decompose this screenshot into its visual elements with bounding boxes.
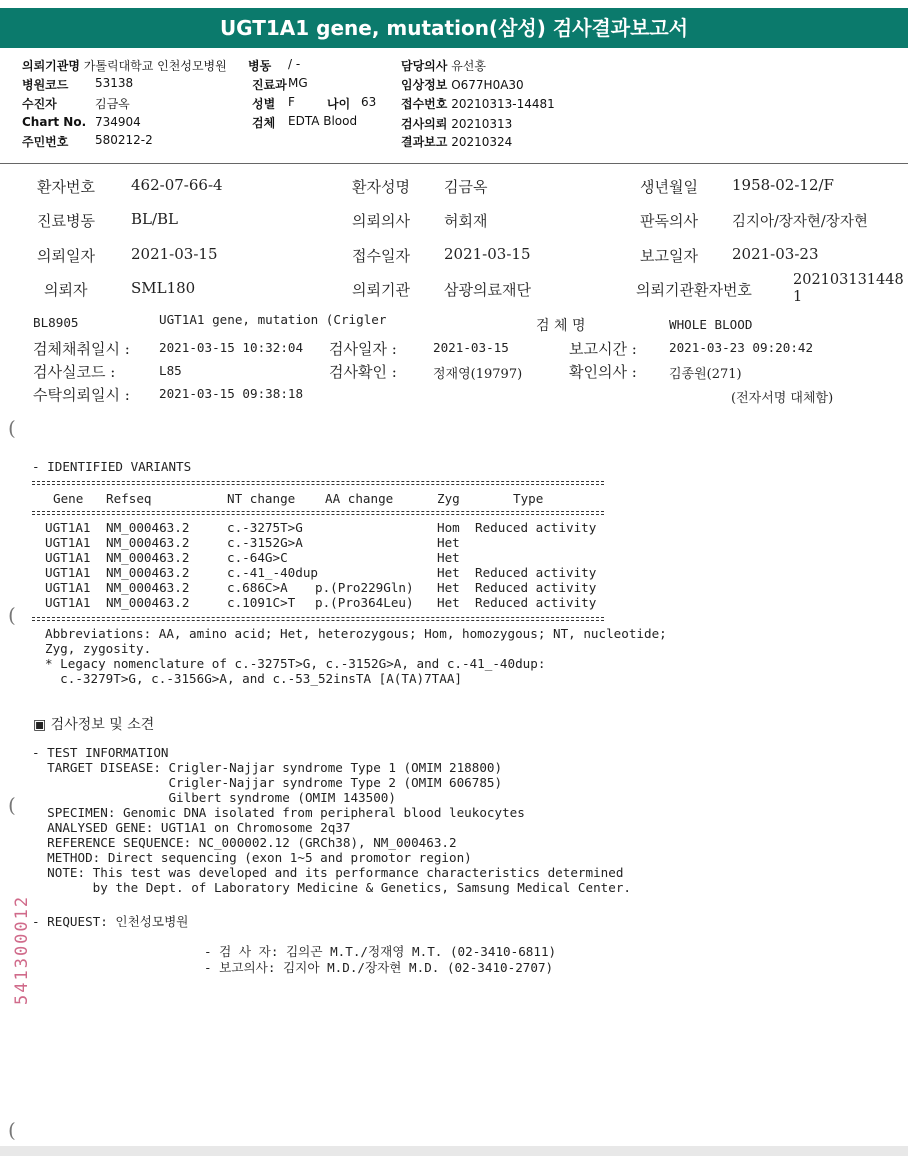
- value-consign-time: 2021-03-15 09:38:18: [159, 386, 304, 401]
- col-nt-change: NT change: [227, 491, 296, 506]
- col-zyg: Zyg: [437, 491, 460, 506]
- variant-cell: NM_000463.2: [106, 550, 190, 565]
- variant-cell: UGT1A1: [45, 550, 91, 565]
- value-patient-no: 462-07-66-4: [131, 176, 223, 194]
- value-recv-date: 2021-03-15: [444, 245, 531, 263]
- value-ward: BL/BL: [131, 210, 179, 228]
- divider: [32, 514, 604, 515]
- header-row: 검사의뢰 20210313: [401, 117, 513, 131]
- value-req-date: 2021-03-15: [131, 245, 218, 263]
- label-consign-time: 수탁의뢰일시 :: [33, 386, 130, 404]
- variant-cell: NM_000463.2: [106, 580, 190, 595]
- variant-cell: Reduced activity: [475, 565, 597, 580]
- label-patient-no: 환자번호: [37, 178, 95, 196]
- variant-cell: c.-64G>C: [227, 550, 288, 565]
- header-value: MG: [288, 76, 308, 90]
- variant-cell: p.(Pro364Leu): [315, 595, 414, 610]
- variant-cell: c.1091C>T: [227, 595, 296, 610]
- header-row: 병원코드: [22, 78, 69, 92]
- header-value: / -: [288, 57, 301, 71]
- variant-cell: Het: [437, 580, 460, 595]
- header-value: 734904: [95, 115, 141, 129]
- label-recv-date: 접수일자: [352, 247, 410, 265]
- header-row: 검체: [252, 116, 276, 130]
- punch-mark: (: [8, 1118, 16, 1142]
- divider: [32, 617, 604, 618]
- test-info-line: ANALYSED GENE: UGT1A1 on Chromosome 2q37: [32, 820, 351, 835]
- signer-doctor: - 보고의사: 김지아 M.D./장자현 M.D. (02-3410-2707): [204, 960, 554, 975]
- header-row: 의뢰기관명 가톨릭대학교 인천성모병원: [22, 59, 227, 73]
- punch-mark: (: [8, 603, 16, 627]
- header-row: 담당의사 유선홍: [401, 59, 486, 73]
- esign-note: (전자서명 대체함): [731, 391, 834, 406]
- variant-cell: NM_000463.2: [106, 535, 190, 550]
- test-info-line: Crigler-Najjar syndrome Type 2 (OMIM 606785): [32, 775, 503, 790]
- header-row: 접수번호 20210313-14481: [401, 97, 555, 111]
- legacy-note: * Legacy nomenclature of c.-3275T>G, c.-3152G>A, and c.-41_-40dup:: [45, 656, 546, 671]
- request-line: - REQUEST: 인천성모병원: [32, 914, 189, 929]
- header-row: 주민번호: [22, 135, 69, 149]
- side-barcode-number: 541300012: [12, 894, 32, 1005]
- variant-cell: Hom: [437, 520, 460, 535]
- punch-mark: (: [8, 793, 16, 817]
- variant-cell: UGT1A1: [45, 520, 91, 535]
- label-test-confirm: 검사확인 :: [329, 363, 397, 381]
- value-req-doctor: 허회재: [444, 212, 488, 230]
- value-test-confirm: 정재영(19797): [433, 367, 523, 382]
- col-gene: Gene: [53, 491, 84, 506]
- value-inst-patient-no-cont: 1: [793, 289, 803, 305]
- abbrev-note: Zyg, zygosity.: [45, 641, 152, 656]
- variant-cell: Het: [437, 565, 460, 580]
- label-requester: 의뢰자: [44, 281, 88, 299]
- label-specimen: 검 체 명: [536, 318, 586, 334]
- variant-cell: NM_000463.2: [106, 520, 190, 535]
- label-lab-code: 검사실코드 :: [33, 363, 116, 381]
- value-read-doctor: 김지아/장자현/장자현: [732, 214, 868, 230]
- header-row: Chart No.: [22, 115, 87, 129]
- value-requester: SML180: [131, 279, 196, 297]
- variant-cell: Reduced activity: [475, 520, 597, 535]
- header-row: 결과보고 20210324: [401, 135, 513, 149]
- legacy-note: c.-3279T>G, c.-3156G>A, and c.-53_52insTA [A(TA)7TAA]: [45, 671, 463, 686]
- label-read-doctor: 판독의사: [640, 212, 698, 230]
- variant-cell: NM_000463.2: [106, 595, 190, 610]
- label-test-date: 검사일자 :: [329, 340, 397, 358]
- divider: [32, 481, 604, 482]
- age-label: 나이: [327, 97, 351, 111]
- test-info-line: SPECIMEN: Genomic DNA isolated from peripheral blood leukocytes: [32, 805, 525, 820]
- header-row: 성별: [252, 97, 276, 111]
- variant-cell: Het: [437, 535, 460, 550]
- divider: [0, 163, 908, 164]
- test-info-line: - TEST INFORMATION: [32, 745, 169, 760]
- col-refseq: Refseq: [106, 491, 152, 506]
- test-info-line: METHOD: Direct sequencing (exon 1~5 and promotor region): [32, 850, 472, 865]
- age-value: 63: [361, 95, 377, 109]
- divider: [32, 484, 604, 485]
- label-ward: 진료병동: [37, 212, 95, 230]
- variant-cell: UGT1A1: [45, 595, 91, 610]
- value-inst-patient-no: 202103131448: [793, 272, 904, 288]
- col-aa-change: AA change: [325, 491, 394, 506]
- header-value: 53138: [95, 76, 134, 90]
- label-report-date: 보고일자: [640, 247, 698, 265]
- abbrev-note: Abbreviations: AA, amino acid; Het, heterozygous; Hom, homozygous; NT, nucleotide;: [45, 626, 667, 641]
- divider: [32, 511, 604, 512]
- bottom-scrollbar: [0, 1146, 908, 1156]
- header-value: 580212-2: [95, 133, 153, 147]
- test-info-line: Gilbert syndrome (OMIM 143500): [32, 790, 396, 805]
- label-req-institution: 의뢰기관: [352, 281, 410, 299]
- label-req-doctor: 의뢰의사: [352, 212, 410, 230]
- header-row: 진료과: [252, 78, 287, 92]
- variant-cell: c.-3275T>G: [227, 520, 303, 535]
- label-req-date: 의뢰일자: [37, 247, 95, 265]
- header-value: 김금옥: [95, 97, 130, 111]
- value-specimen: WHOLE BLOOD: [669, 317, 753, 332]
- test-code: BL8905: [33, 315, 79, 330]
- value-req-institution: 삼광의료재단: [444, 281, 531, 299]
- value-lab-code: L85: [159, 363, 182, 378]
- value-test-date: 2021-03-15: [433, 340, 509, 355]
- variant-cell: c.-3152G>A: [227, 535, 303, 550]
- label-confirm-doctor: 확인의사 :: [569, 363, 637, 381]
- test-info-line: NOTE: This test was developed and its performance characteristics determined: [32, 865, 624, 880]
- test-info-line: by the Dept. of Laboratory Medicine & Genetics, Samsung Medical Center.: [32, 880, 631, 895]
- divider: [32, 620, 604, 621]
- punch-mark: (: [8, 416, 16, 440]
- variant-cell: Het: [437, 550, 460, 565]
- value-birthdate: 1958-02-12/F: [732, 176, 834, 194]
- variant-cell: NM_000463.2: [106, 565, 190, 580]
- header-row: 병동: [248, 59, 272, 73]
- variant-cell: UGT1A1: [45, 580, 91, 595]
- test-name: UGT1A1 gene, mutation (Crigler: [159, 312, 387, 327]
- variants-heading: - IDENTIFIED VARIANTS: [32, 459, 192, 474]
- col-type: Type: [513, 491, 544, 506]
- test-info-line: REFERENCE SEQUENCE: NC_000002.12 (GRCh38), NM_000463.2: [32, 835, 457, 850]
- label-collect-time: 검체채취일시 :: [33, 340, 130, 358]
- label-inst-patient-no: 의뢰기관환자번호: [636, 281, 752, 299]
- value-report-date: 2021-03-23: [732, 245, 819, 263]
- variant-cell: Reduced activity: [475, 595, 597, 610]
- report-title: UGT1A1 gene, mutation(삼성) 검사결과보고서: [0, 8, 908, 48]
- variant-cell: p.(Pro229Gln): [315, 580, 414, 595]
- section-title: ▣ 검사정보 및 소견: [33, 717, 155, 733]
- value-report-time: 2021-03-23 09:20:42: [669, 340, 814, 355]
- variant-cell: c.-41_-40dup: [227, 565, 318, 580]
- value-collect-time: 2021-03-15 10:32:04: [159, 340, 304, 355]
- header-value: F: [288, 95, 295, 109]
- header-row: 수진자: [22, 97, 57, 111]
- header-row: 임상정보 O677H0A30: [401, 78, 524, 92]
- value-patient-name: 김금옥: [444, 178, 488, 196]
- label-patient-name: 환자성명: [352, 178, 410, 196]
- variant-cell: Reduced activity: [475, 580, 597, 595]
- variant-cell: UGT1A1: [45, 535, 91, 550]
- variant-cell: UGT1A1: [45, 565, 91, 580]
- value-confirm-doctor: 김종원(271): [669, 367, 742, 382]
- signer-tester: - 검 사 자: 김의곤 M.T./정재영 M.T. (02-3410-6811): [204, 944, 557, 959]
- label-report-time: 보고시간 :: [569, 340, 637, 358]
- variant-cell: c.686C>A: [227, 580, 288, 595]
- variant-cell: Het: [437, 595, 460, 610]
- header-value: EDTA Blood: [288, 114, 358, 128]
- label-birthdate: 생년월일: [640, 178, 698, 196]
- test-info-line: TARGET DISEASE: Crigler-Najjar syndrome Type 1 (OMIM 218800): [32, 760, 503, 775]
